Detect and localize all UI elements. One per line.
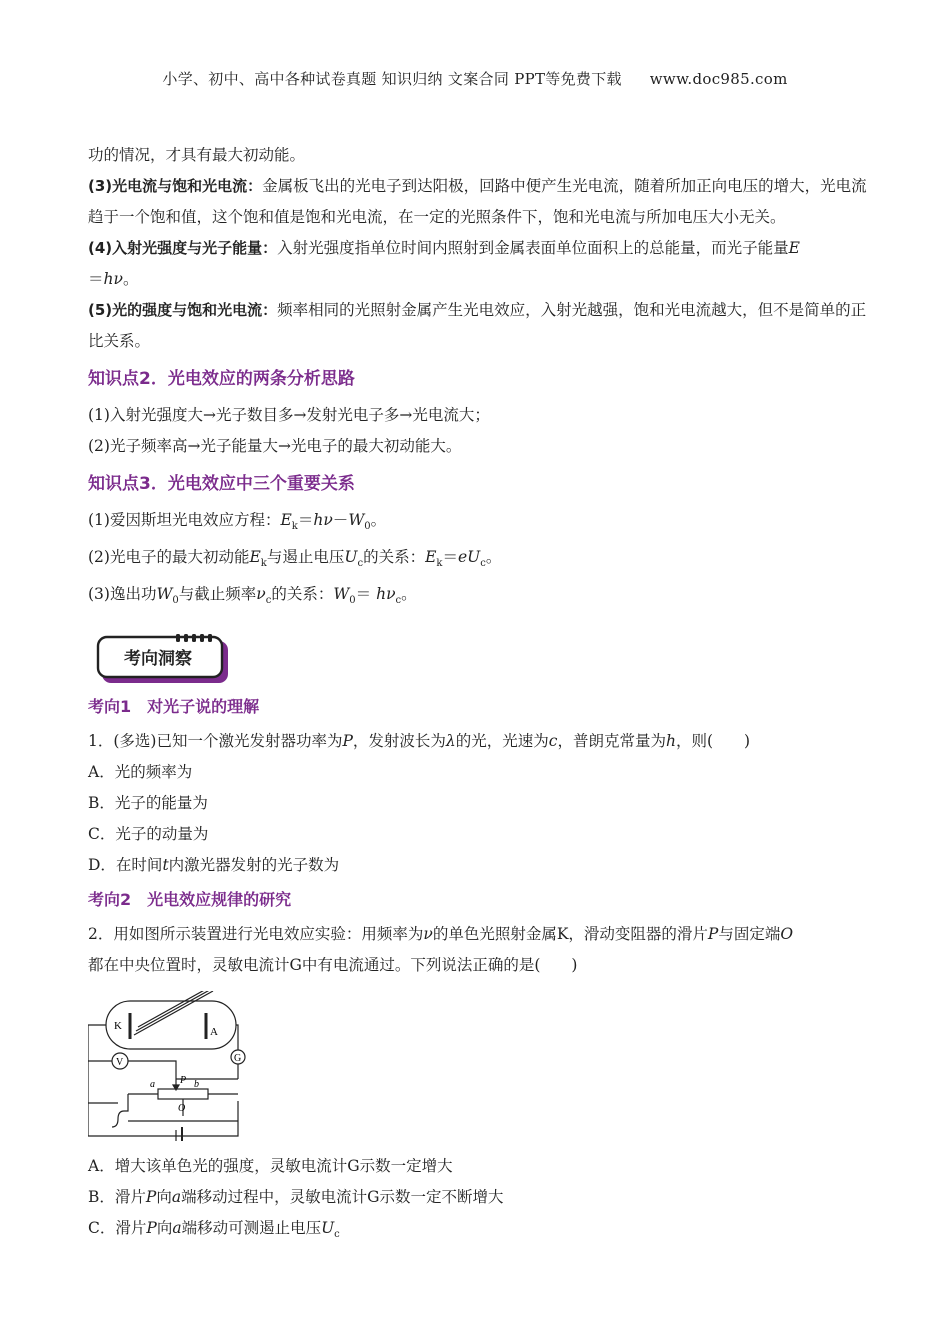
sym-e: e xyxy=(457,548,468,567)
sym-eq: ＝ xyxy=(442,548,458,567)
item-4 xyxy=(88,233,878,295)
sym-eq: ＝ xyxy=(297,511,314,529)
kp2-line-2: (2)光子频率高→光子能量大→光电子的最大初动能大。 xyxy=(88,437,462,455)
sym-E: E xyxy=(280,511,292,529)
item-4-text: 入射光强度指单位时间内照射到金属表面单位面积上的总能量，而光子能量 xyxy=(277,239,789,257)
circuit-label-G: G xyxy=(234,1053,242,1065)
sym-W: W xyxy=(348,511,365,529)
q1-option-b[interactable]: B．光子的能量为 xyxy=(88,794,208,813)
sym-E: E xyxy=(249,548,261,567)
kp3-line-2 xyxy=(88,542,878,579)
sym-P: P xyxy=(146,1219,157,1238)
kp3-l2-pre: (2)光电子的最大初动能 xyxy=(88,548,250,567)
item-4-formula-E: E xyxy=(788,239,800,257)
q2-optb-post: 端移动过程中，灵敏电流计G示数一定不断增大 xyxy=(181,1188,504,1207)
q2-optb-pre: B．滑片 xyxy=(88,1188,146,1207)
q2-optc-pre: C．滑片 xyxy=(88,1219,147,1238)
sym-O: O xyxy=(780,925,794,944)
sym-P: P xyxy=(145,1188,157,1207)
q2-option-c[interactable] xyxy=(88,1213,878,1250)
sym-t: t xyxy=(162,856,169,875)
header-url[interactable]: www.doc985.com xyxy=(649,70,788,88)
sym-h: h xyxy=(665,732,676,751)
circuit-label-K: K xyxy=(114,1020,122,1033)
sym-E: E xyxy=(425,548,437,567)
sub-c: c xyxy=(334,1229,340,1241)
kp3-line-1 xyxy=(88,505,878,542)
q1-stem-mid2: 的光，光速为 xyxy=(455,732,549,751)
q1-option-c[interactable]: C．光子的动量为 xyxy=(88,825,209,844)
item-3 xyxy=(88,171,878,233)
sym-end: 。 xyxy=(401,585,417,604)
sym-nu: ν xyxy=(256,585,266,604)
circuit-label-A: A xyxy=(210,1026,218,1039)
q2-l1-mid: 的单色光照射金属K，滑动变阻器的滑片 xyxy=(432,925,708,944)
kp2-line-1: (1)入射光强度大→光子数目多→发射光电子多→光电流大； xyxy=(88,406,490,424)
item-4-formula-end: 。 xyxy=(122,270,139,288)
q1-stem-mid3: ，普朗克常量为 xyxy=(557,732,666,751)
sym-nu: ν xyxy=(323,511,333,529)
sub-0: 0 xyxy=(172,595,179,607)
sym-U: U xyxy=(321,1219,335,1238)
sym-nu: ν xyxy=(423,925,433,944)
q1-stem xyxy=(88,726,878,757)
circuit-label-a: a xyxy=(150,1079,155,1091)
kp3-l3-mid2: 的关系： xyxy=(271,585,334,604)
sub-k: k xyxy=(436,558,443,570)
sym-lambda: λ xyxy=(445,732,456,751)
q1-optd-post: 内激光器发射的光子数为 xyxy=(168,856,340,875)
sym-nu: ν xyxy=(386,585,396,604)
kp3-l2-mid: 与遏止电压 xyxy=(266,548,345,567)
sym-W: W xyxy=(156,585,173,604)
section-badge xyxy=(96,634,228,682)
sub-c: c xyxy=(480,558,486,570)
sub-c: c xyxy=(395,595,402,607)
q1-stem-end: ，则( ) xyxy=(675,732,751,751)
item-4-formula-eq: ＝ xyxy=(88,270,104,288)
header-title: 小学、初中、高中各种试卷真题 知识归纳 文案合同 PPT等免费下载 xyxy=(162,70,622,88)
kp3-l3-pre: (3)逸出功 xyxy=(88,585,157,604)
item-4-formula-nu: ν xyxy=(113,270,123,288)
q2-l1-pre: 2．用如图所示装置进行光电效应实验：用频率为 xyxy=(88,925,424,944)
sym-P: P xyxy=(707,925,719,944)
badge-label: 考向洞察 xyxy=(124,649,192,670)
kp3-l1-pre: (1)爱因斯坦光电效应方程： xyxy=(88,511,281,529)
q2-option-a[interactable]: A．增大该单色光的强度，灵敏电流计G示数一定增大 xyxy=(88,1157,453,1176)
sub-0: 0 xyxy=(349,595,356,607)
knowledge-point-3-title: 知识点3．光电效应中三个重要关系 xyxy=(88,474,355,494)
sym-h: h xyxy=(376,585,387,604)
kp3-line-3 xyxy=(88,579,878,616)
circuit-figure xyxy=(88,991,258,1141)
q1-optd-pre: D．在时间 xyxy=(88,856,163,875)
circuit-label-O: O xyxy=(178,1103,186,1115)
item-5-label: (5)光的强度与饱和光电流： xyxy=(88,301,278,319)
q2-l1-mid2: 与固定端 xyxy=(718,925,781,944)
q1-stem-pre: 1．(多选)已知一个激光发射器功率为 xyxy=(88,732,343,751)
q2-stem xyxy=(88,919,878,981)
q2-l2: 都在中央位置时，灵敏电流计G中有电流通过。下列说法正确的是( ) xyxy=(88,956,578,975)
sym-U: U xyxy=(344,548,358,567)
item-4-label: (4)入射光强度与光子能量： xyxy=(88,239,278,257)
item-3-text: 金属板飞出的光电子到达阳极，回路中便产生光电流，随着所加正向电压的增大，光电流趋于一个饱和值，这个饱和值是饱和光电流，在一定的光照条件下，饱和光电流与所加电压大小无关。 xyxy=(88,177,867,226)
item-5 xyxy=(88,295,878,357)
sym-end: 。 xyxy=(370,511,387,529)
badge-shape xyxy=(96,634,236,686)
circuit-label-V: V xyxy=(116,1057,124,1069)
sym-P: P xyxy=(342,732,353,751)
knowledge-point-2-title: 知识点2．光电效应的两条分析思路 xyxy=(88,369,355,389)
item-4-formula-h: h xyxy=(103,270,114,288)
sub-0: 0 xyxy=(364,521,371,533)
q2-optc-post: 端移动可测遏止电压 xyxy=(181,1219,322,1238)
sub-c: c xyxy=(357,558,364,570)
circuit-label-b: b xyxy=(194,1079,199,1091)
sub-k: k xyxy=(260,558,267,570)
q2-optb-mid: 向 xyxy=(156,1188,172,1207)
sym-c: c xyxy=(548,732,558,751)
kp3-l3-mid: 与截止频率 xyxy=(178,585,257,604)
sym-U: U xyxy=(467,548,481,567)
sym-a: a xyxy=(172,1219,182,1238)
circuit-label-P: P xyxy=(180,1075,187,1087)
sym-a: a xyxy=(171,1188,182,1207)
sym-end: 。 xyxy=(485,548,502,567)
direction-1-title: 考向1 对光子说的理解 xyxy=(88,697,260,717)
circuit-diagram xyxy=(88,991,878,1145)
item-5-text: 频率相同的光照射金属产生光电效应，入射光越强，饱和光电流越大，但不是简单的正比关系。 xyxy=(88,301,867,350)
direction-2-title: 考向2 光电效应规律的研究 xyxy=(88,890,292,910)
sub-k: k xyxy=(291,521,298,533)
q1-stem-mid1: ，发射波长为 xyxy=(352,732,446,751)
item-3-label: (3)光电流与饱和光电流： xyxy=(88,177,263,195)
sub-c: c xyxy=(265,595,272,607)
sym-eq: ＝ xyxy=(355,585,377,604)
q2-optc-mid: 向 xyxy=(156,1219,173,1238)
q2-option-b[interactable] xyxy=(88,1182,878,1213)
sym-h: h xyxy=(313,511,324,529)
page-header xyxy=(0,68,950,89)
kp3-l2-mid2: 的关系： xyxy=(363,548,426,567)
sym-W: W xyxy=(333,585,350,604)
q1-option-a[interactable]: A．光的频率为 xyxy=(88,763,193,782)
intro-line: 功的情况，才具有最大初动能。 xyxy=(88,146,306,164)
sym-minus: － xyxy=(332,511,349,529)
page-content xyxy=(88,140,878,1250)
q1-option-d[interactable] xyxy=(88,850,878,881)
